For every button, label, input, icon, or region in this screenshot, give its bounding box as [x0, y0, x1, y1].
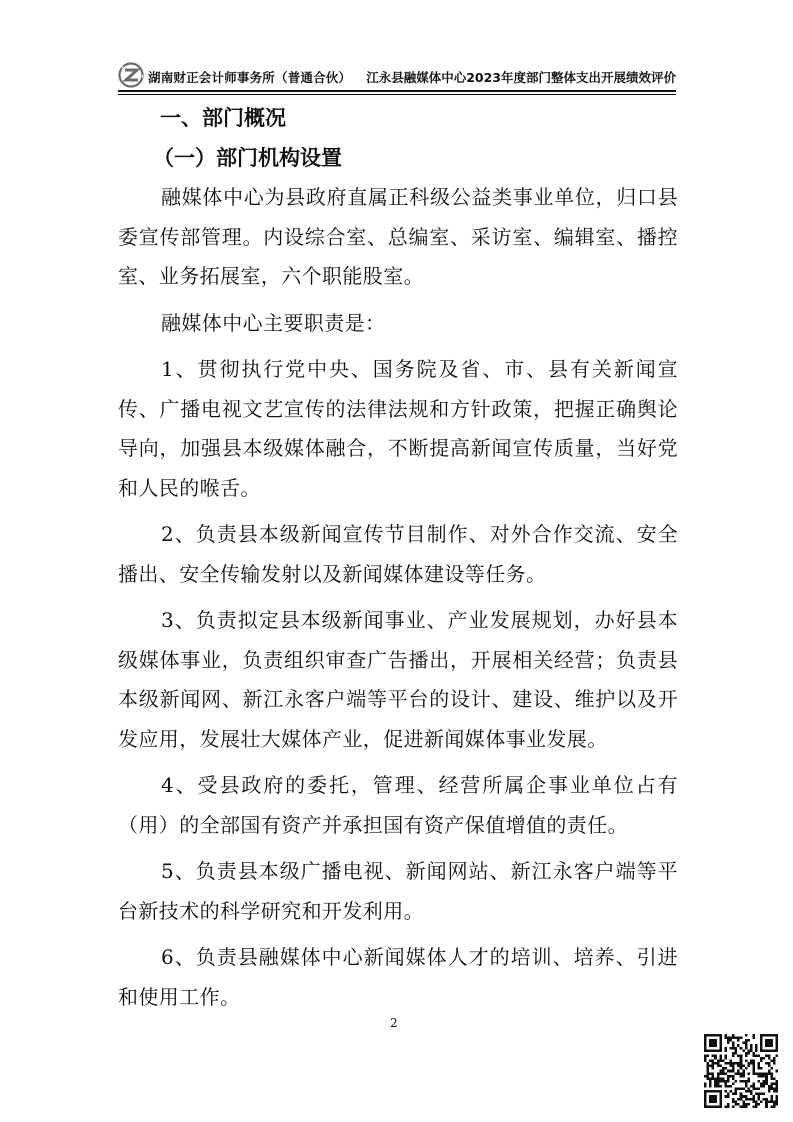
section-subheading: （一）部门机构设置 [153, 146, 342, 170]
header-rule-thin [118, 94, 676, 95]
qr-code-icon [704, 1034, 778, 1108]
page-header [118, 62, 676, 90]
paragraph: 3、负责拟定县本级新闻事业、产业发展规划，办好县本级媒体事业，负责组织审查广告播出，开展相关经营；负责县本级新闻网、新江永客户端等平台的设计、建设、维护以及开发应用，发展壮大媒体产业，促进新闻媒体事业发展。 [118, 608, 678, 751]
firm-logo-icon [118, 62, 144, 88]
page-number: 2 [390, 1016, 398, 1030]
paragraph: 融媒体中心为县政府直属正科级公益类事业单位，归口县委宣传部管理。内设综合室、总编室、采访室、编辑室、播控室、业务拓展室，六个职能股室。 [118, 185, 678, 288]
paragraph: 5、负责县本级广播电视、新闻网站、新江永客户端等平台新技术的科学研究和开发利用。 [118, 859, 678, 923]
firm-name: 湖南财正会计师事务所（普通合伙） [148, 70, 352, 85]
paragraph: 4、受县政府的委托，管理、经营所属企事业单位占有（用）的全部国有资产并承担国有资产保值增值的责任。 [118, 773, 678, 837]
paragraph: 融媒体中心主要职责是： [161, 310, 386, 335]
paragraph: 6、负责县融媒体中心新闻媒体人才的培训、培养、引进和使用工作。 [118, 945, 678, 1009]
paragraph: 2、负责县本级新闻宣传节目制作、对外合作交流、安全播出、安全传输发射以及新闻媒体建设等任务。 [118, 522, 678, 586]
paragraph: 1、贯彻执行党中央、国务院及省、市、县有关新闻宣传、广播电视文艺宣传的法律法规和方针政策，把握正确舆论导向，加强县本级媒体融合，不断提高新闻宣传质量，当好党和人民的喉舌。 [118, 357, 678, 500]
document-title: 江永县融媒体中心2023年度部门整体支出开展绩效评价 [366, 70, 676, 85]
header-rule-thick [118, 90, 676, 92]
page-content [118, 98, 678, 1024]
section-heading: 一、部门概况 [160, 106, 286, 130]
